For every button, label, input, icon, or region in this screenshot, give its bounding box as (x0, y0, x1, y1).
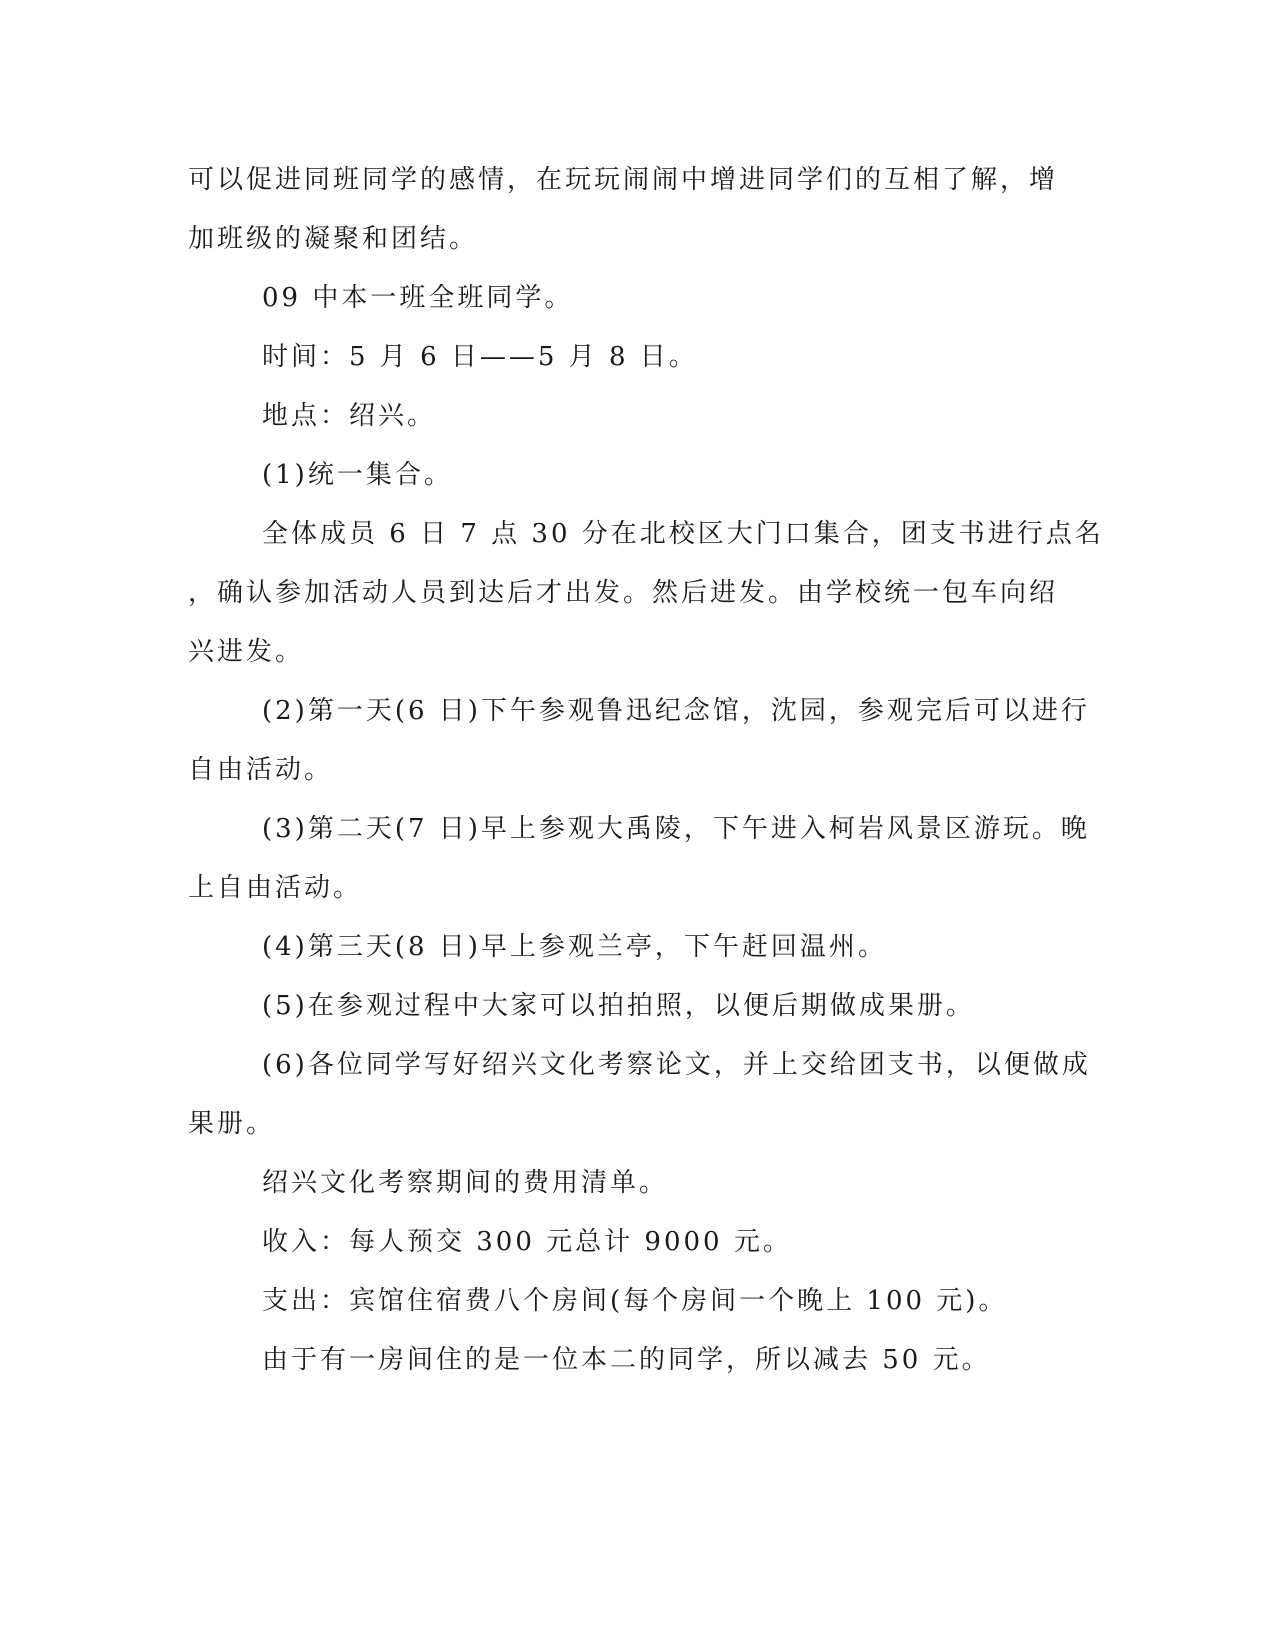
text-line: 可以促进同班同学的感情，在玩玩闹闹中增进同学们的互相了解，增 (188, 165, 1059, 195)
text-line: 支出：宾馆住宿费八个房间(每个房间一个晚上 100 元)。 (262, 1286, 1008, 1316)
text-line: (1)统一集合。 (262, 460, 453, 490)
text-line: 兴进发。 (188, 637, 305, 667)
text-line: 全体成员 6 日 7 点 30 分在北校区大门口集合，团支书进行点名 (262, 519, 1104, 549)
text-line: 时间：5 月 6 日——5 月 8 日。 (262, 342, 698, 372)
text-line: 加班级的凝聚和团结。 (188, 224, 479, 254)
text-line: (4)第三天(8 日)早上参观兰亭，下午赶回温州。 (262, 932, 887, 962)
text-line: (2)第一天(6 日)下午参观鲁迅纪念馆，沈园，参观完后可以进行 (262, 696, 1090, 726)
text-line: (3)第二天(7 日)早上参观大禹陵，下午进入柯岩风景区游玩。晚 (262, 814, 1090, 844)
text-line: 地点：绍兴。 (262, 401, 437, 431)
text-line: (6)各位同学写好绍兴文化考察论文，并上交给团支书，以便做成 (262, 1050, 1091, 1080)
text-line: 上自由活动。 (188, 873, 363, 903)
text-line: 绍兴文化考察期间的费用清单。 (262, 1168, 669, 1198)
text-line: 由于有一房间住的是一位本二的同学，所以减去 50 元。 (262, 1345, 991, 1375)
text-line: (5)在参观过程中大家可以拍拍照，以便后期做成果册。 (262, 991, 975, 1021)
text-line: 收入：每人预交 300 元总计 9000 元。 (262, 1227, 792, 1257)
text-line: 果册。 (188, 1109, 276, 1139)
text-line: ，确认参加活动人员到达后才出发。然后进发。由学校统一包车向绍 (188, 578, 1059, 608)
text-line: 09 中本一班全班同学。 (262, 283, 574, 313)
text-line: 自由活动。 (188, 755, 334, 785)
